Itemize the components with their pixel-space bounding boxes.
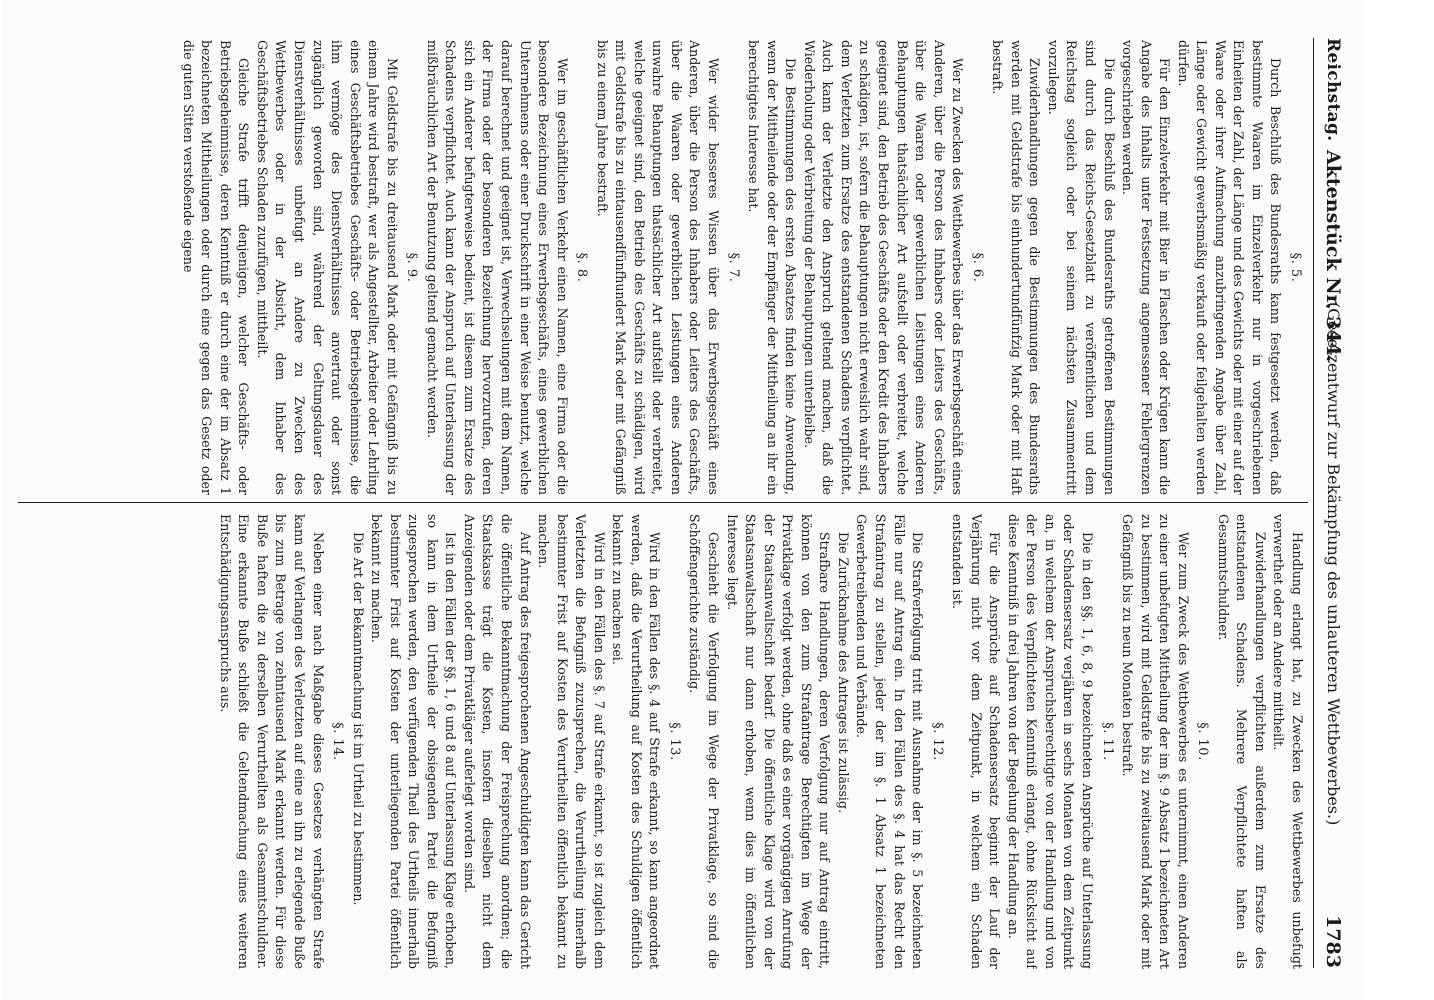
section xyxy=(1118,514,1212,969)
section-heading: §. 6. xyxy=(969,252,985,283)
paragraph: Für den Einzelverkehr mit Bier in Flaschen oder Krügen kann die Angabe des Inhalts unter Festsetzung angemessener Fehlergrenzen vorgeschrieben werden. xyxy=(1120,40,1173,495)
paragraph: Neben einer nach Maßgabe dieses Gesetzes verhängten Strafe kann auf Verlangen des Verletzten auf eine an ihn zu erlegende Buße bis zum Betrage von zehntausend Mark erkannt werden. Für diese Buße haften die zu derselben Verurtheilten als Gesammtschuldner. Eine erkannte Buße schließt die Geltendmachung eines weiteren Entschädigungsanspruchs aus. xyxy=(217,514,326,969)
paragraph: Die durch Beschluß des Bundesraths getroffenen Bestimmungen sind durch das Reichs-Gesetzblatt zu veröffentlichen und dem Reichstag sogleich oder bei seinem nächsten Zusammentritt vorzulegen. xyxy=(1045,40,1117,495)
section-heading: §. 9. xyxy=(404,252,420,283)
paragraph: Gleiche Strafe trifft denjenigen, welcher Geschäfts- oder Betriebsgeheimnisse, deren Kenntniß er durch eine der im Absatz 1 bezeichneten Mittheilungen oder durch eine gegen das Gesetz oder die guten Sitten verstoßende eigene xyxy=(180,40,252,495)
section xyxy=(178,40,420,495)
paragraph: Auf Antrag des freigesprochenen Angeschuldigten kann das Gericht die öffentliche Bekanntmachung der Freisprechung anordnen; die Staatskasse trägt die Kosten, insofern dieselben nicht dem Anzeigenden oder dem Privatkläger auferlegt worden sind. xyxy=(461,514,533,969)
section-heading: §. 7. xyxy=(725,252,741,283)
section-heading: §. 5. xyxy=(1288,252,1303,283)
paragraph: Durch Beschluß des Bundesraths kann festgesetzt werden, daß bestimmte Waaren im Einzelverkehr nur in vorgeschriebenen Einheiten der Zahl, der Länge und des Gewichts oder mit einer auf der Waare oder ihrer Aufmachung anzubringenden Angabe über Zahl, Länge oder Gewicht gewerbsmäßig verkauft oder feilgehalten werden dürfen. xyxy=(1175,40,1284,495)
paragraph: Wird in den Fällen des §. 4 auf Strafe erkannt, so kann angeordnet werden, daß die Verurtheilung auf Kosten des Schuldigen öffentlich bekannt zu machen sei. xyxy=(610,514,663,969)
section-heading: §. 12. xyxy=(929,722,945,761)
paragraph: Die Art der Bekanntmachung ist im Urtheil zu bestimmen. xyxy=(350,532,366,906)
paragraph: Für die Ansprüche auf Schadensersatz beginnt der Lauf der Verjährung nicht vor dem Zeitpunkt, in welchem ein Schaden entstanden ist. xyxy=(950,514,1003,969)
paragraph: Strafbare Handlungen, deren Verfolgung nur auf Antrag eintritt, können von den zum Strafantrage Berechtigten im Wege der Privatklage verfolgt werden, ohne daß es einer vorgängigen Anrufung der Staatsanwaltschaft bedarf. Die öffentliche Klage wird von der Staatsanwaltschaft nur dann erhoben, wenn dies im öffentlichen Interesse liegt. xyxy=(724,514,833,969)
section-heading: §. 13. xyxy=(666,722,682,761)
section-heading: §. 11. xyxy=(1099,722,1115,761)
paragraph: Die Bestimmungen des ersten Absatzes finden keine Anwendung, wenn der Mittheilende oder der Empfänger der Mittheilung an ihr ein berechtigtes Interesse hat. xyxy=(746,40,799,495)
paragraph: Wer wider besseres Wissen über das Erwerbsgeschäft eines Anderen, über die Person des Inhabers oder Leiters des Geschäfts, über die Waaren oder gewerblichen Leistungen eines Anderen unwahre Behauptungen thatsächlicher Art aufstellt oder verbreitet, welche geeignet sind, den Betrieb des Geschäfts zu schädigen, wird mit Geldstrafe bis zu eintausendfünfhundert Mark oder mit Gefängniß bis zu einem Jahre bestraft. xyxy=(594,40,722,495)
section xyxy=(1213,514,1306,969)
section-heading: §. 10. xyxy=(1195,722,1211,761)
section xyxy=(744,40,986,495)
paragraph: Zuwiderhandlungen verpflichten außerdem zum Ersatze des entstandenen Schadens. Mehrere Verpflichtete haften als Gesammtschuldner. xyxy=(1215,514,1268,969)
paragraph: Die Strafverfolgung tritt mit Ausnahme der im §. 5 bezeichneten Fälle nur auf Antrag ein. In den Fällen des §. 4 hat das Recht den Strafantrag zu stellen, jeder der im §. 1 Absatz 1 bezeichneten Gewerbetreibenden und Verbände. xyxy=(854,514,926,969)
paragraph: Mit Geldstrafe bis zu dreitausend Mark oder mit Gefängniß bis zu einem Jahre wird bestraft, wer als Angestellter, Arbeiter oder Lehrling eines Geschäftsbetriebes Geschäfts- oder Betriebsgeheimnisse, die ihm vermöge des Dienstverhältnisses anvertraut oder sonst zugänglich geworden sind, während der Geltungsdauer des Dienstverhältnisses unbefugt an Andere zu Zwecken des Wettbewerbes oder in der Absicht, dem Inhaber des Geschäftsbetriebes Schaden zuzufügen, mittheilt. xyxy=(254,40,400,495)
paragraph: Die Zurücknahme des Antrages ist zulässig. xyxy=(835,532,851,813)
document-page xyxy=(2,0,1362,1000)
paragraph: Ist in den Fällen der §§. 1, 6 und 8 auf Unterlassung Klage erhoben, so kann in dem Urtheile der obsiegenden Partei die Befugniß zugesprochen werden, den verfügenden Theil des Urtheils innerhalb bestimmter Frist auf Kosten der unterliegenden Partei öffentlich bekannt zu machen. xyxy=(369,514,459,969)
column-divider xyxy=(18,502,1308,503)
section xyxy=(592,40,741,495)
section xyxy=(685,514,946,969)
paragraph: Wer zum Zweck des Wettbewerbes es unternimmt, einen Anderen zu einer unbefugten Mittheilung der im §. 9 Absatz 1 bezeichneten Art zu bestimmen, wird mit Geldstrafe bis zu zweitausend Mark oder mit Gefängniß bis zu neun Monaten bestraft. xyxy=(1120,514,1191,969)
section-heading: §. 8. xyxy=(574,252,590,283)
section xyxy=(215,514,346,969)
section xyxy=(948,514,1116,969)
paragraph: Zuwiderhandlungen gegen die Bestimmungen des Bundesraths werden mit Geldstrafe bis einhundertundfünfzig Mark oder mit Haft bestraft. xyxy=(990,40,1043,495)
left-column xyxy=(16,40,1306,495)
section xyxy=(988,40,1304,495)
section xyxy=(422,40,590,495)
paragraph: Die in den §§. 1, 6, 8, 9 bezeichneten Ansprüche auf Unterlassung oder Schadensersatz verjähren in sechs Monaten von dem Zeitpunkt an, in welchem der Anspruchsberechtigte von der Handlung und von der Person des Verpflichteten Kenntniß erlangt, ohne Rücksicht auf diese Kenntniß in drei Jahren von der Begehung der Handlung an. xyxy=(1005,514,1095,969)
header-rule xyxy=(1313,38,1314,968)
section xyxy=(348,514,683,969)
page-header xyxy=(1318,38,1348,968)
right-column xyxy=(16,514,1306,969)
header-subject: (Gesetzentwurf zur Bekämpfung des unlauteren Wettbewerbes.) xyxy=(1324,302,1343,826)
paragraph: Handlung erlangt hat, zu Zwecken des Wettbewerbes unbefugt verwerthet oder an Andere mittheilt. xyxy=(1271,514,1305,969)
paragraph: Wird in den Fällen des §. 7 auf Strafe erkannt, so ist zugleich dem Verletzten die Befugniß zuzusprechen, die Verurtheilung innerhalb bestimmter Frist auf Kosten des Verurtheilten öffentlich bekannt zu machen. xyxy=(536,514,607,969)
paragraph: Geschieht die Verfolgung im Wege der Privatklage, so sind die Schöffengerichte zuständig. xyxy=(687,514,722,969)
section-heading: §. 14. xyxy=(330,722,346,761)
header-title: Reichstag. xyxy=(1323,38,1343,142)
header-document-number: Aktenstück Nr. 344. xyxy=(1322,150,1344,363)
paragraph: Wer zu Zwecken des Wettbewerbes über das Erwerbsgeschäft eines Anderen, über die Person des Inhabers oder Leiters des Geschäfts, über die Waaren oder gewerblichen Leistungen eines Anderen Behauptungen thatsächlicher Art aufstellt oder verbreitet, welche geeignet sind, den Betrieb des Geschäfts oder den Kredit des Inhabers zu schädigen, ist, sofern die Behauptungen nicht erweislich wahr sind, dem Verletzten zum Ersatze des entstandenen Schadens verpflichtet. Auch kann der Verletzte den Anspruch geltend machen, daß die Wiederholung oder Verbreitung der Behauptungen unterbleibe. xyxy=(801,40,966,495)
paragraph: Wer im geschäftlichen Verkehr einen Namen, eine Firma oder die besondere Bezeichnung eines Erwerbsgeschäfts, eines gewerblichen Unternehmens oder einer Druckschrift in einer Weise benutzt, welche darauf berechnet und geeignet ist, Verwechselungen mit dem Namen, der Firma oder der besonderen Bezeichnung hervorzurufen, deren sich ein Anderer befugterweise bedient, ist diesem zum Ersatze des Schadens verpflichtet. Auch kann der Anspruch auf Unterlassung der mißbräuchlichen Art der Benutzung geltend gemacht werden. xyxy=(424,40,570,495)
page-number: 1783 xyxy=(1322,915,1344,968)
